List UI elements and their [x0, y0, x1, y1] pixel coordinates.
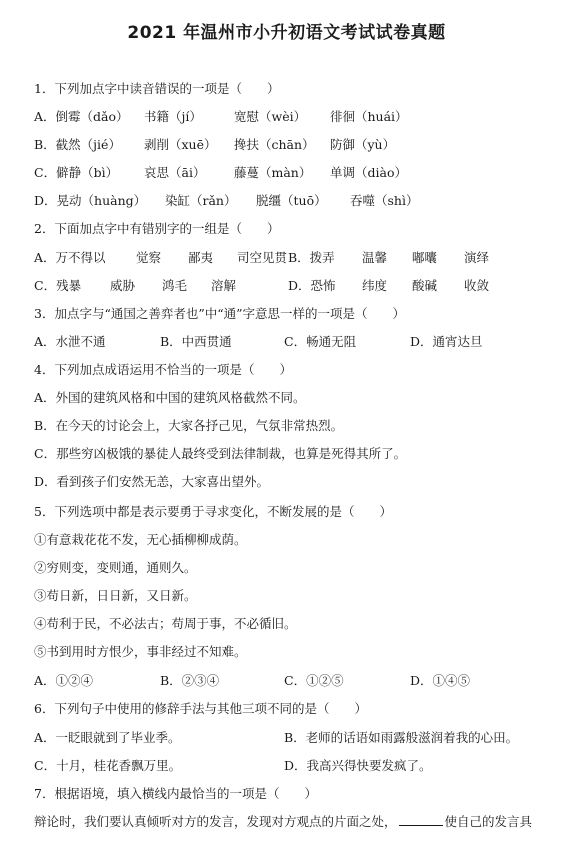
q1-a-item-1: A．倒霉（dǎo）	[34, 109, 129, 124]
q2-c-word-1: C．残暴	[34, 278, 82, 293]
q1-a-item-3: 宽慰（wèi）	[234, 109, 307, 124]
q1-d-item-3: 脱缰（tuō）	[256, 193, 327, 208]
question-3-options	[34, 331, 553, 353]
q3-option-b: B．中西贯通	[160, 334, 232, 349]
q2-d-word-2: 纬度	[362, 278, 388, 293]
q6-option-d: D．我高兴得快要发疯了。	[284, 758, 432, 773]
q5-option-d: D．①④⑤	[410, 673, 471, 688]
q2-a-word-4: 司空见贯	[237, 250, 288, 265]
q5-item-3: ③苟日新，日日新，又日新。	[34, 588, 197, 603]
q3-option-d: D．通宵达旦	[410, 334, 483, 349]
q2-d-word-4: 收敛	[464, 278, 490, 293]
q1-b-item-4: 防御（yù）	[330, 137, 396, 152]
q2-d-word-3: 酸碱	[412, 278, 438, 293]
q5-item-1: ①有意栽花花不发，无心插柳柳成荫。	[34, 532, 247, 547]
q1-d-item-4: 吞噬（shì）	[350, 193, 419, 208]
question-2-row-ab	[34, 247, 553, 269]
q1-d-item-2: 染缸（rǎn）	[165, 193, 237, 208]
q1-c-item-2: 哀思（āi）	[144, 165, 206, 180]
question-6-stem: 6．下列句子中使用的修辞手法与其他三项不同的是（ ）	[34, 701, 367, 716]
q5-item-5: ⑤书到用时方恨少，事非经过不知难。	[34, 644, 247, 659]
question-1-row-d	[34, 190, 553, 212]
q1-b-item-2: 剥削（xuē）	[144, 137, 217, 152]
q2-b-word-4: 演绎	[464, 250, 490, 265]
q1-b-item-3: 搀扶（chān）	[234, 137, 315, 152]
q2-d-word-1: D．恐怖	[288, 278, 336, 293]
q4-option-c: C．那些穷凶极饿的暴徒人最终受到法律制裁，也算是死得其所了。	[34, 446, 407, 461]
q6-option-c: C．十月，桂花香飘万里。	[34, 758, 182, 773]
q6-option-a: A．一眨眼就到了毕业季。	[34, 730, 181, 745]
q6-option-b: B．老师的话语如雨露般滋润着我的心田。	[284, 730, 519, 745]
q4-option-d: D．看到孩子们安然无恙，大家喜出望外。	[34, 474, 270, 489]
q1-c-item-4: 单调（diào）	[330, 165, 407, 180]
q7-answer-blank[interactable]	[399, 811, 443, 826]
q2-a-word-1: A．万不得以	[34, 250, 106, 265]
question-7-stem: 7．根据语境，填入横线内最恰当的一项是（ ）	[34, 786, 317, 801]
q1-c-item-1: C．僻静（bì）	[34, 165, 119, 180]
q1-a-item-4: 徘徊（huái）	[330, 109, 408, 124]
q4-option-a: A．外国的建筑风格和中国的建筑风格截然不同。	[34, 390, 306, 405]
question-5-options	[34, 670, 553, 692]
q7-text-after: 使自己的发言具	[444, 814, 533, 829]
question-7-passage	[34, 811, 553, 833]
q2-c-word-3: 鸿毛	[162, 278, 188, 293]
q2-c-word-4: 溶解	[211, 278, 237, 293]
question-3-stem: 3．加点字与“通国之善弈者也”中“通”字意思一样的一项是（ ）	[34, 306, 406, 321]
question-1-stem: 1．下列加点字中读音错误的一项是（ ）	[34, 81, 280, 96]
q5-option-a: A．①②④	[34, 673, 94, 688]
question-1-row-a	[34, 106, 553, 128]
q3-option-c: C．畅通无阻	[284, 334, 357, 349]
question-6-options-cd	[34, 755, 553, 777]
question-6-options-ab	[34, 727, 553, 749]
q2-c-word-2: 威胁	[110, 278, 136, 293]
q7-text-before: 辩论时，我们要认真倾听对方的发言，发现对方观点的片面之处，	[34, 814, 397, 829]
q2-b-word-1: B．拨弄	[288, 250, 335, 265]
question-1-row-c	[34, 162, 553, 184]
q5-item-2: ②穷则变，变则通，通则久。	[34, 560, 197, 575]
q2-b-word-3: 嘟囔	[412, 250, 438, 265]
question-1-row-b	[34, 134, 553, 156]
q4-option-b: B．在今天的讨论会上，大家各抒己见，气氛非常热烈。	[34, 418, 344, 433]
question-4-stem: 4．下列加点成语运用不恰当的一项是（ ）	[34, 362, 292, 377]
q1-b-item-1: B．截然（jié）	[34, 137, 121, 152]
question-2-stem: 2．下面加点字中有错别字的一组是（ ）	[34, 221, 280, 236]
page-title: 2021 年温州市小升初语文考试试卷真题	[127, 23, 446, 43]
q5-option-b: B．②③④	[160, 673, 220, 688]
q2-a-word-3: 鄙夷	[188, 250, 214, 265]
q1-a-item-2: 书籍（jí）	[144, 109, 202, 124]
q5-option-c: C．①②⑤	[284, 673, 344, 688]
q1-c-item-3: 藤蔓（màn）	[234, 165, 312, 180]
q1-d-item-1: D．晃动（huàng）	[34, 193, 147, 208]
q2-a-word-2: 觉察	[136, 250, 162, 265]
q2-b-word-2: 温馨	[362, 250, 388, 265]
q5-item-4: ④苟利于民，不必法古；苟周于事，不必循旧。	[34, 616, 297, 631]
q3-option-a: A．水泄不通	[34, 334, 106, 349]
question-5-stem: 5．下列选项中都是表示要勇于寻求变化，不断发展的是（ ）	[34, 504, 392, 519]
question-2-row-cd	[34, 275, 553, 297]
